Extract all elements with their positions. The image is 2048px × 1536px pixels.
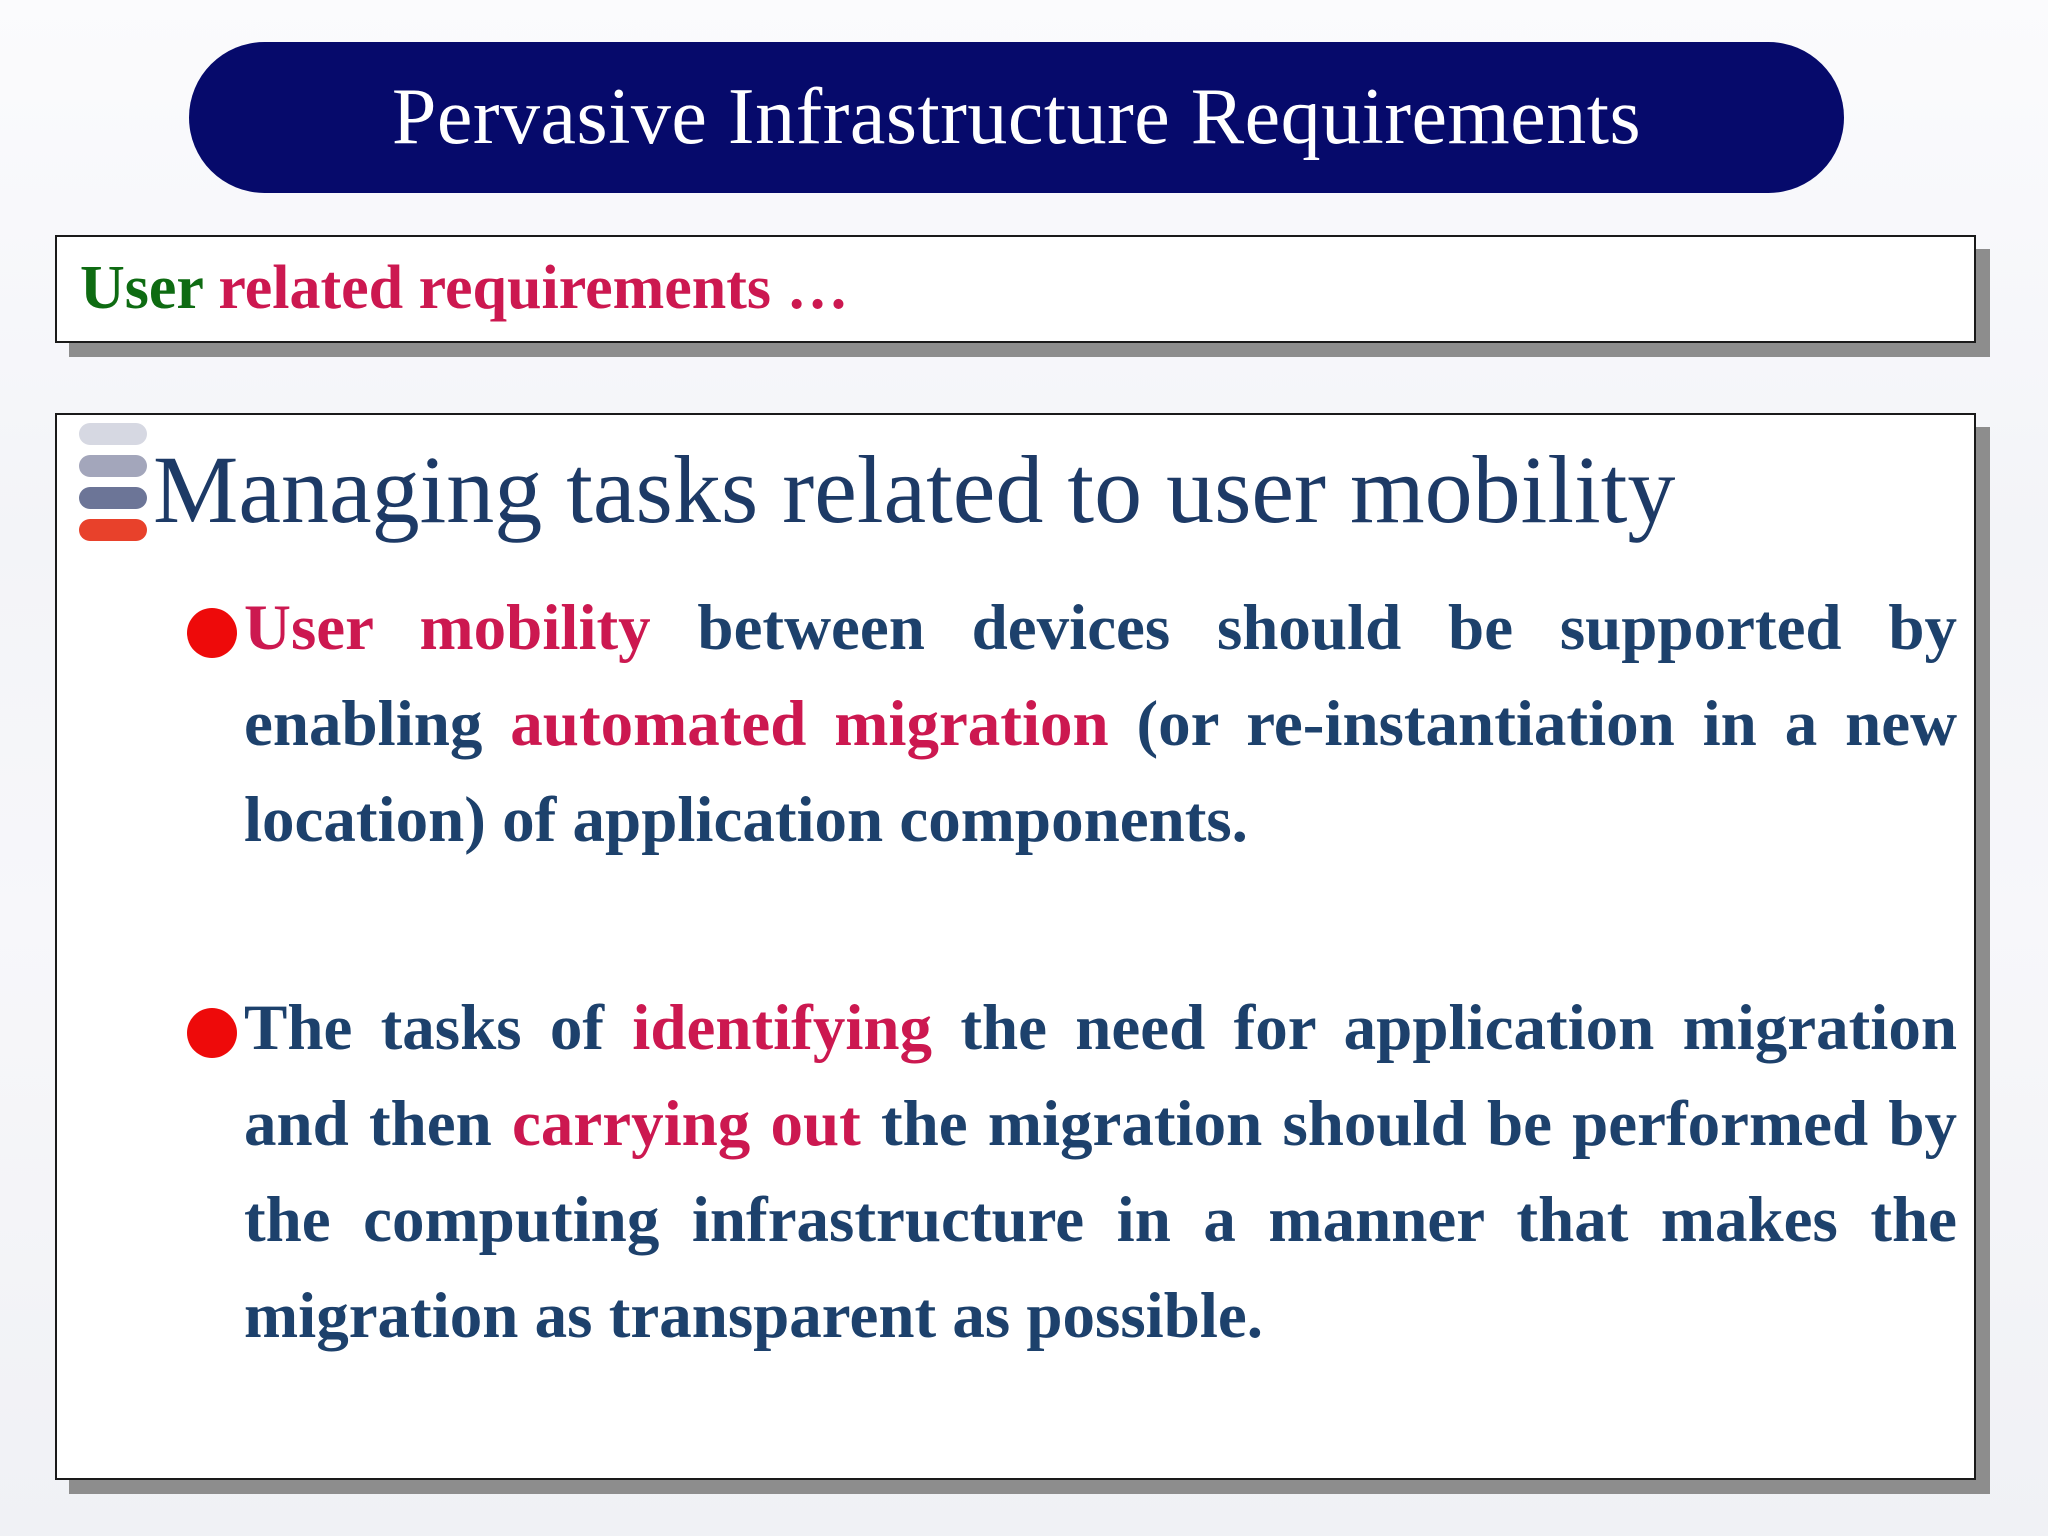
bullet-dot-icon <box>187 1008 237 1058</box>
bullet-segment: (or re-instantiation in a new location) of application components. <box>244 688 1958 856</box>
subtitle-user: User <box>80 254 203 322</box>
subtitle-rest: related requirements … <box>218 254 849 322</box>
stacked-bars-icon <box>79 419 147 549</box>
content-box <box>55 413 1976 1480</box>
subtitle-box <box>55 235 1976 343</box>
bullet-text <box>244 980 1957 1364</box>
bullet-dot-icon <box>187 608 237 658</box>
subtitle <box>80 251 849 325</box>
bullet-segment: automated migration <box>510 688 1109 760</box>
bullet-segment: carrying out <box>512 1088 861 1160</box>
title-banner <box>189 42 1844 193</box>
section-heading: Managing tasks related to user mobility <box>153 436 1676 543</box>
slide-title: Pervasive Infrastructure Requirements <box>391 73 1642 161</box>
bullet-text <box>244 580 1957 868</box>
bullet-segment: The tasks of <box>244 992 633 1064</box>
bullet-segment: the migration should be performed by the computing infrastructure in a manner that makes the migration as transparent as possible. <box>244 1088 1957 1352</box>
bullet-segment: identifying <box>632 992 933 1064</box>
bullet-segment: the need for application migration and then <box>244 992 1958 1160</box>
bullet-segment: between devices should be supported by enabling <box>244 592 1957 760</box>
bullet-segment: User mobility <box>244 592 651 664</box>
